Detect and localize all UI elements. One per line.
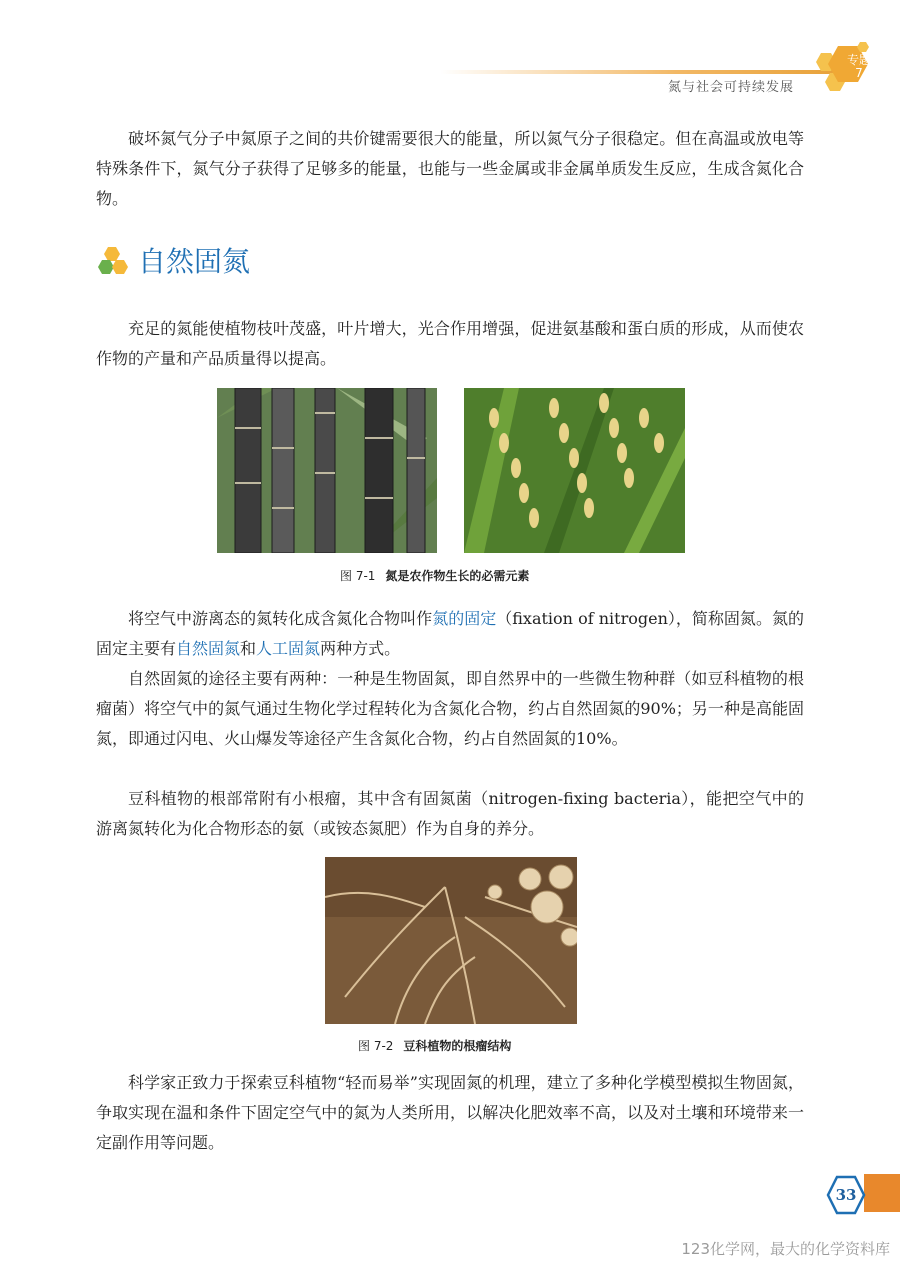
definition-part2: （fixation of nitrogen），简称固氮。氮的固定主要有 — [96, 609, 804, 658]
definition-part1: 将空气中游离态的氮转化成含氮化合物叫作 — [128, 609, 433, 628]
chapter-title: 氮与社会可持续发展 — [668, 80, 795, 95]
figure-7-2-caption — [358, 1037, 511, 1054]
root-nodule-photo — [325, 857, 577, 1024]
page-tab — [864, 1174, 900, 1212]
figure-7-2-text: 豆科植物的根瘤结构 — [403, 1039, 512, 1053]
figure-7-1-number: 图 7-1 — [340, 569, 376, 583]
hexagon-cluster-icon — [98, 245, 130, 275]
badge-number: 7 — [855, 66, 863, 80]
term-nitrogen-fixation: 氮的固定 — [432, 609, 497, 628]
intro-paragraph: 破坏氮气分子中氮原子之间的共价键需要很大的能量，所以氮气分子很稳定。但在高温或放电等特殊条件下，氮气分子获得了足够多的能量，也能与一些金属或非金属单质发生反应，生成含氮化合物。 — [96, 129, 804, 208]
definition-part4: 两种方式。 — [320, 639, 401, 658]
term-artificial-fixation: 人工固氮 — [256, 639, 321, 658]
legume-paragraph: 豆科植物的根部常附有小根瘤，其中含有固氮菌（nitrogen-fixing bacteria），能把空气中的游离氮转化为化合物形态的氨（或铵态氮肥）作为自身的养分。 — [96, 789, 804, 838]
badge-label: 专题 — [846, 53, 871, 67]
figure-7-2-number: 图 7-2 — [358, 1039, 394, 1053]
page-number: 33 — [835, 1186, 857, 1204]
definition-part3: 和 — [240, 639, 257, 658]
header-rule — [440, 70, 835, 74]
pathways-paragraph: 自然固氮的途径主要有两种：一种是生物固氮，即自然界中的一些微生物种群（如豆科植物的根瘤菌）将空气中的氮气通过生物化学过程转化为含氮化合物，约占自然固氮的90%；另一种是高能固氮，即通过闪电、火山爆发等途径产生含氮化合物，约占自然固氮的10%。 — [96, 669, 804, 748]
section-paragraph: 充足的氮能使植物枝叶茂盛，叶片增大，光合作用增强，促进氨基酸和蛋白质的形成，从而使农作物的产量和产品质量得以提高。 — [96, 319, 804, 368]
section-heading — [98, 240, 250, 280]
conclusion-paragraph: 科学家正致力于探索豆科植物“轻而易举”实现固氮的机理，建立了多种化学模型模拟生物固氮，争取实现在温和条件下固定空气中的氮为人类所用，以解决化肥效率不高，以及对土壤和环境带来一定副作用等问题。 — [96, 1073, 804, 1152]
term-natural-fixation: 自然固氮 — [176, 639, 241, 658]
definition-paragraph — [96, 604, 804, 664]
sugarcane-photo — [217, 388, 437, 553]
figure-7-1-text: 氮是农作物生长的必需元素 — [385, 569, 530, 583]
section-title: 自然固氮 — [138, 245, 251, 278]
figure-7-1-caption — [340, 567, 529, 584]
watermark: 123化学网，最大的化学资料库 — [681, 1240, 890, 1258]
chapter-badge — [838, 54, 880, 80]
rice-photo — [464, 388, 685, 553]
